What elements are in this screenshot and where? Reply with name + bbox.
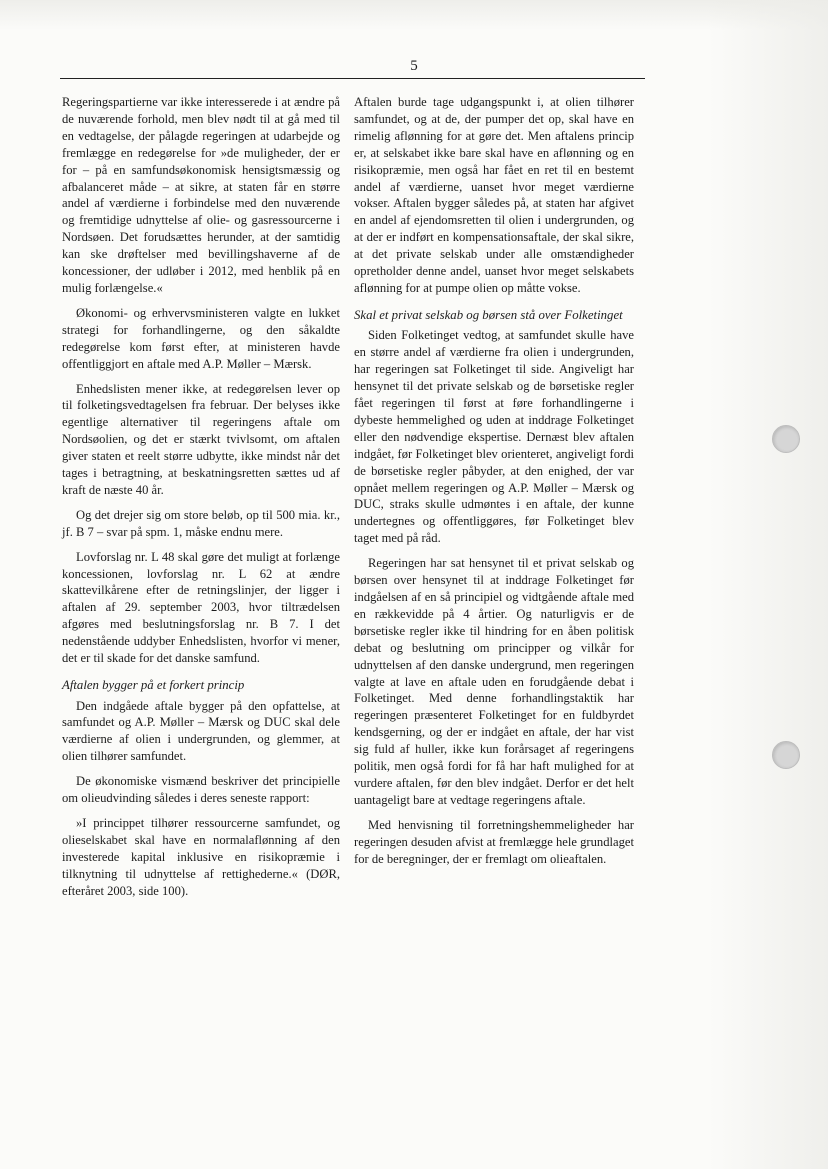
header-rule — [60, 78, 645, 79]
punch-hole — [772, 425, 800, 453]
section-heading: Aftalen bygger på et forkert princip — [62, 678, 245, 692]
paragraph: Regeringspartierne var ikke interesserede i at ændre på de nuværende forhold, men blev nødt til at gå med til en vedtagelse, der pålagde regeringen at udarbejde og fremlægge en redegørelse for »de muligheder, der er for – på en samfundsøkonomisk hensigtsmæssig og afbalanceret måde – at sikre, at staten får en større andel af værdierne i forbindelse med den nuværende og fremtidige udnyttelse af olie- og gasressourcerne i Nordsøen. Det forudsættes herunder, at der samtidig kan ske drøftelser med bevillingshaverne af de koncessioner, der udløber i 2012, med henblik på en mulig forlængelse.« — [62, 95, 340, 295]
quote-paragraph: »I princippet tilhører ressourcerne samfundet, og olieselskabet skal have en normalaflønning af den investerede kapital inklusive en risikopræmie i tilknytning til udnyttelse af rettighederne.« (DØR, efteråret 2003, side 100). — [62, 815, 340, 898]
paragraph: Lovforslag nr. L 48 skal gøre det muligt at forlænge koncessionen, lovforslag nr. L 62 at ændre skattevilkårene efter de retningslinjer, der ligger i aftalen af 29. september 2003, hvor tiltrædelsen afgøres med beslutningsforslag nr. B 7. I det nedenstående uddyber Enhedslisten, hvorfor vi mener, det er til skade for det danske samfund. — [62, 549, 340, 666]
right-column — [354, 94, 634, 875]
left-column — [62, 94, 340, 907]
section-heading: Skal et privat selskab og børsen stå over Folketinget — [354, 307, 623, 322]
paragraph: Regeringen har sat hensynet til et privat selskab og børsen over hensynet til at inddrage Folketinget før indgåelsen af en så principiel og vidtgående aftale med en rækkevidde på 4 årtier. Og naturligvis er de børsetiske regler ikke til hindring for en åben politisk debat og beslutning om principper og vilkår for udnyttelsen af den danske undergrund, men regeringen valgte at lave en aftale uden en forudgående debat i Folketinget. Med denne forhandlingstaktik har regeringen præsenteret Folketinget for en fuldbyrdet kendsgerning, og der er indgået en aftale, der har vist sig fuld af huller, ikke kun forårsaget af regeringens politik, men også fordi for få har haft mulighed for at vurdere aftalen, før den blev indgået. Derfor er det helt uantageligt bare at vedtage regeringens aftale. — [354, 556, 634, 807]
scan-edge-top — [0, 0, 828, 30]
punch-hole — [772, 741, 800, 769]
paragraph: Enhedslisten mener ikke, at redegørelsen lever op til folketingsvedtagelsen fra februar. Der belyses ikke egentlige alternativer til regeringens aftale om Nordsøolien, og det er stærkt tvivlsomt, om aftalen giver staten et reelt større udbytte, ikke mindst når det tages i betragtning, at beskatningsretten sættes ud af kraft de næste 40 år. — [62, 381, 340, 497]
paragraph: Den indgåede aftale bygger på den opfattelse, at samfundet og A.P. Møller – Mærsk og DUC skal dele værdierne af olien i undergrunden, og glemmer, at olien tilhører samfundet. — [62, 698, 340, 764]
paragraph: Med henvisning til forretningshemmeligheder har regeringen desuden afvist at fremlægge hele grundlaget for de beregninger, der er fremlagt om olieaftalen. — [354, 817, 634, 866]
paragraph: Aftalen burde tage udgangspunkt i, at olien tilhører samfundet, og at de, der pumper det op, skal have en rimelig aflønning for at gøre det. Men aftalens princip er, at selskabet ikke bare skal have en aflønning og en risikopræmie, men også har fået en ret til en bestemt andel af værdierne, uanset hvor meget værdierne vokser. Aftalen bygger således på, at staten har afgivet en andel af ejendomsretten til olien i undergrunden, og at der er indført en kompensationsaftale, der skal sikre, at det private selskab under alle omstændigheder opretholder denne andel, uanset hvor meget selskabets aflønning for at pumpe olien op måtte vokse. — [354, 95, 634, 295]
paragraph: De økonomiske vismænd beskriver det principielle om olieudvinding således i deres seneste rapport: — [62, 774, 340, 806]
page-number: 5 — [410, 58, 418, 74]
scan-edge-right — [708, 0, 828, 1169]
paragraph: Siden Folketinget vedtog, at samfundet skulle have en større andel af værdierne fra olien i undergrunden, har regeringen sat Folketinget til side. Angiveligt har hensynet til det private selskab og de børsetiske regler fået regeringen til først at føre forhandlingerne i dybeste hemmelighed og uden at inddrage Folketinget eller den nødvendige ekspertise. Dernæst blev aftalen indgået, før Folketinget blev orienteret, angiveligt fordi de børsetiske regler påbyder, at den enighed, der var opnået mellem regeringen og A.P. Møller – Mærsk og DUC, straks skulle udmøntes i en aftale, der kunne undertegnes og offentliggøres, før Folketinget blev taget med på råd. — [354, 328, 634, 546]
paragraph: Økonomi- og erhvervsministeren valgte en lukket strategi for forhandlingerne, og den såkaldte redegørelse kom først efter, at ministeren havde offentliggjort en aftale med A.P. Møller – Mærsk. — [62, 305, 340, 371]
paragraph: Og det drejer sig om store beløb, op til 500 mia. kr., jf. B 7 – svar på spm. 1, måske endnu mere. — [62, 507, 340, 539]
